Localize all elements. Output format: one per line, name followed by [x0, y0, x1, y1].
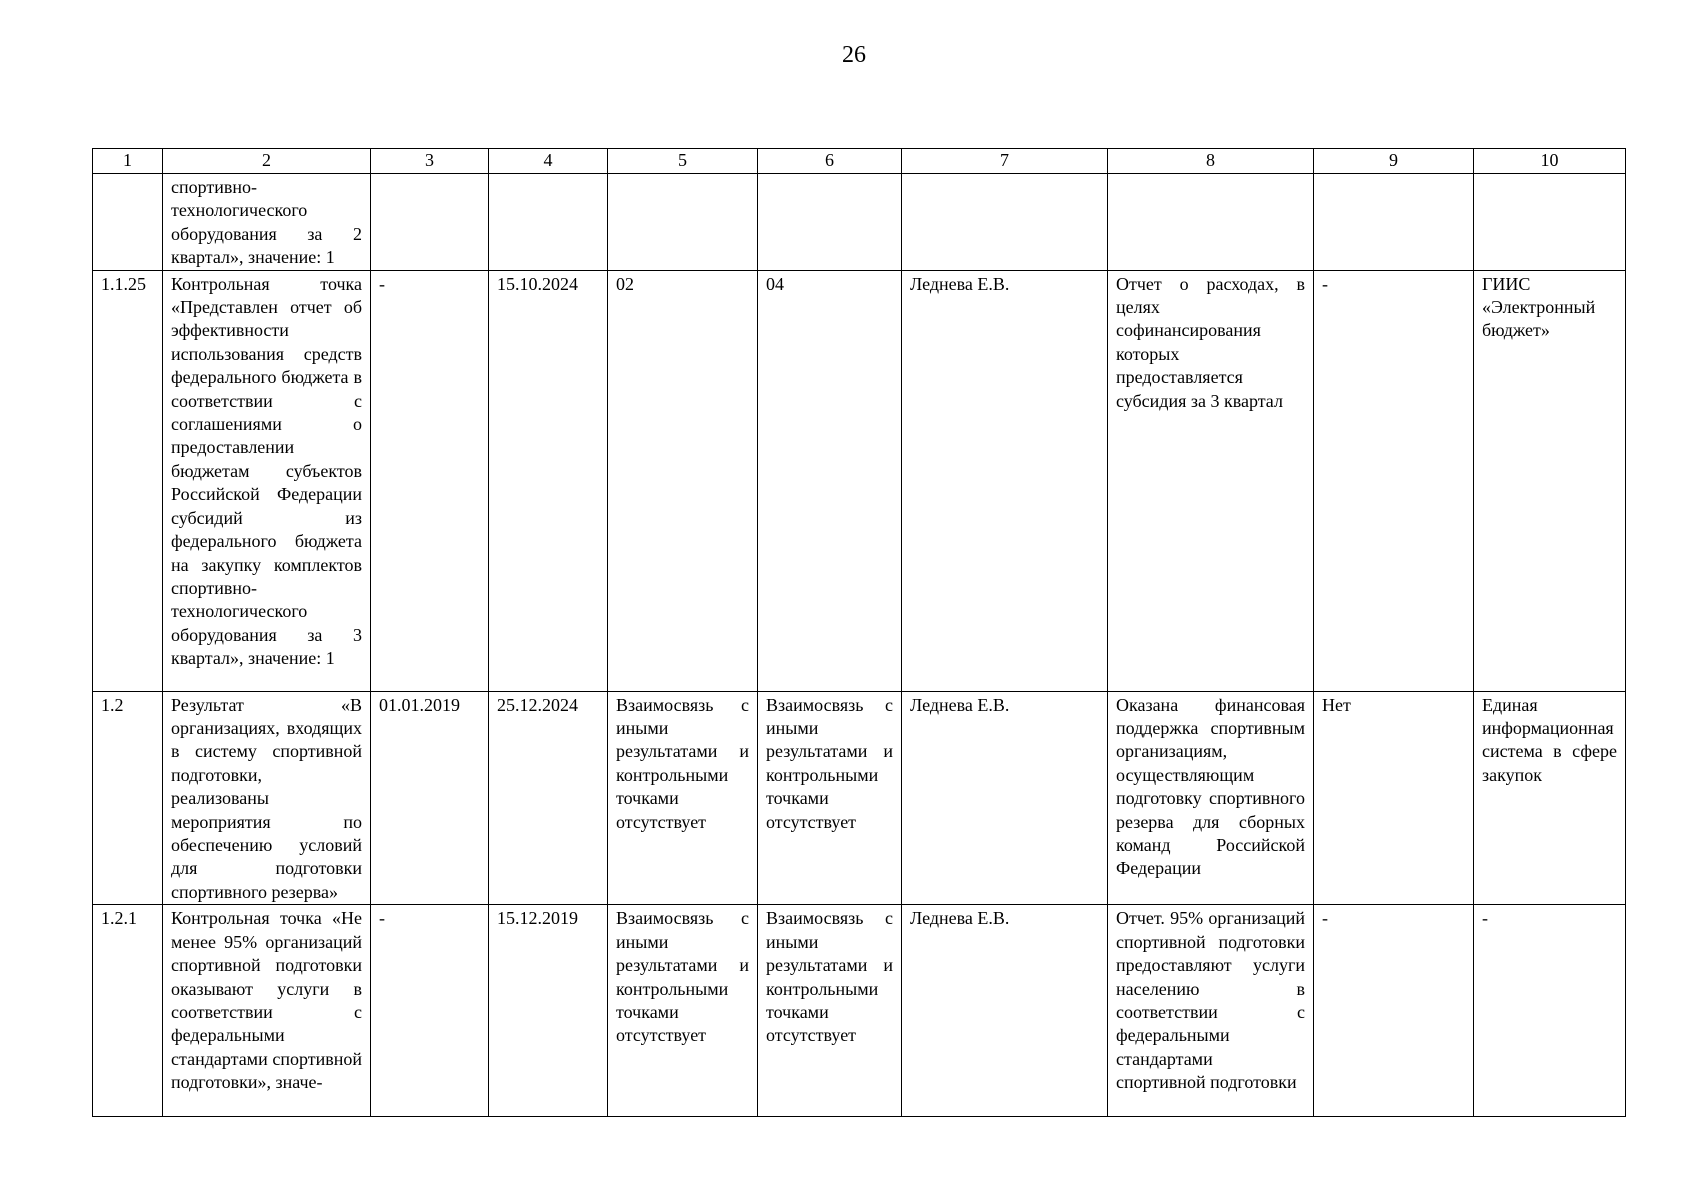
predecessor	[608, 174, 758, 271]
info-system: -	[1474, 905, 1626, 1117]
row-number: 1.2	[93, 691, 163, 905]
row-number: 1.1.25	[93, 270, 163, 691]
start-date: 01.01.2019	[371, 691, 489, 905]
plan-table	[92, 148, 1626, 1117]
row-name: Контрольная точка «Представлен отчет об эффективности использования средств федерального бюджета в соответствии с соглашениями о предоставлении бюджетам субъектов Российской Федерации субсидий из федерального бюджета на закупку комплектов спортивно-технологического оборудования за 3 квартал», значение: 1	[163, 270, 371, 691]
successor	[758, 174, 902, 271]
document: Отчет. 95% организаций спортивной подготовки предоставляют услуги населению в соответствии с федеральными стандартами спортивной подготовки	[1108, 905, 1314, 1117]
column-header: 5	[608, 149, 758, 174]
column-header: 9	[1314, 149, 1474, 174]
info-system: Единая информационная система в сфере закупок	[1474, 691, 1626, 905]
document	[1108, 174, 1314, 271]
column-header: 10	[1474, 149, 1626, 174]
start-date: -	[371, 270, 489, 691]
row-name: спортивно-технологического оборудования за 2 квартал», значение: 1	[163, 174, 371, 271]
successor: Взаимосвязь с иными результатами и контрольными точками отсутствует	[758, 905, 902, 1117]
column-header: 1	[93, 149, 163, 174]
table-row	[93, 270, 1626, 691]
approval-flag: Нет	[1314, 691, 1474, 905]
predecessor: Взаимосвязь с иными результатами и контрольными точками отсутствует	[608, 691, 758, 905]
column-header: 4	[489, 149, 608, 174]
end-date: 15.10.2024	[489, 270, 608, 691]
info-system	[1474, 174, 1626, 271]
predecessor: Взаимосвязь с иными результатами и контрольными точками отсутствует	[608, 905, 758, 1117]
end-date	[489, 174, 608, 271]
responsible: Леднева Е.В.	[902, 691, 1108, 905]
row-name: Контрольная точка «Не менее 95% организаций спортивной подготовки оказывают услуги в соответствии с федеральными стандартами спортивной подготовки», значе-	[163, 905, 371, 1117]
page-number: 26	[842, 42, 866, 68]
column-header: 6	[758, 149, 902, 174]
successor: Взаимосвязь с иными результатами и контрольными точками отсутствует	[758, 691, 902, 905]
column-header: 8	[1108, 149, 1314, 174]
row-number	[93, 174, 163, 271]
table-row	[93, 905, 1626, 1117]
start-date	[371, 174, 489, 271]
column-header: 7	[902, 149, 1108, 174]
successor: 04	[758, 270, 902, 691]
responsible	[902, 174, 1108, 271]
row-number: 1.2.1	[93, 905, 163, 1117]
responsible: Леднева Е.В.	[902, 270, 1108, 691]
header-row	[93, 149, 1626, 174]
end-date: 25.12.2024	[489, 691, 608, 905]
start-date: -	[371, 905, 489, 1117]
approval-flag	[1314, 174, 1474, 271]
approval-flag: -	[1314, 905, 1474, 1117]
row-name: Результат «В организациях, входящих в систему спортивной подготовки, реализованы мероприятия по обеспечению условий для подготовки спортивного резерва»	[163, 691, 371, 905]
end-date: 15.12.2019	[489, 905, 608, 1117]
document: Отчет о расходах, в целях софинансирования которых предоставляется субсидия за 3 квартал	[1108, 270, 1314, 691]
table-row	[93, 691, 1626, 905]
table-row	[93, 174, 1626, 271]
responsible: Леднева Е.В.	[902, 905, 1108, 1117]
column-header: 2	[163, 149, 371, 174]
info-system: ГИИС «Электронный бюджет»	[1474, 270, 1626, 691]
column-header: 3	[371, 149, 489, 174]
predecessor: 02	[608, 270, 758, 691]
approval-flag: -	[1314, 270, 1474, 691]
document: Оказана финансовая поддержка спортивным организациям, осуществляющим подготовку спортивного резерва для сборных команд Российской Федерации	[1108, 691, 1314, 905]
